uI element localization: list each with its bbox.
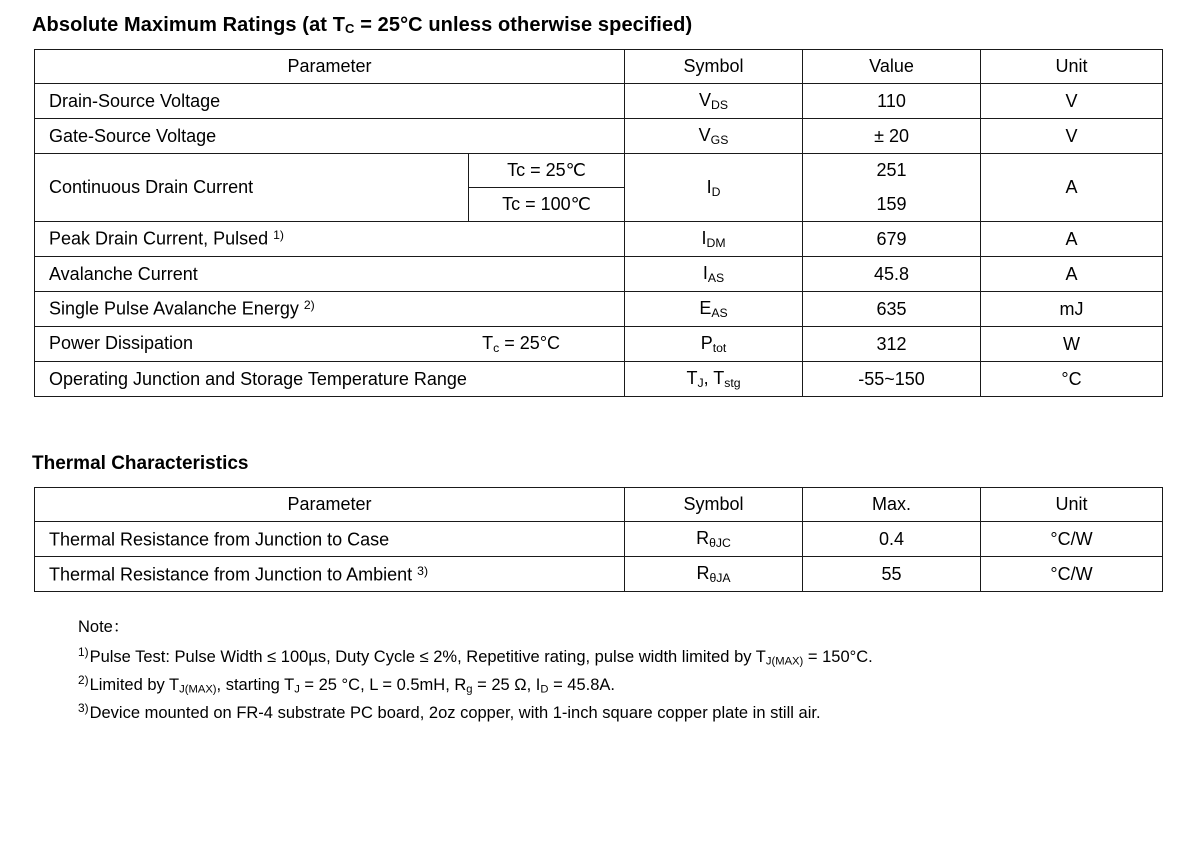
symbol-sub: DS [711,98,729,113]
symbol-sub: AS [711,306,728,321]
cell-unit: mJ [981,292,1163,327]
cell-symbol [625,119,803,154]
parameter-text: Power Dissipation [49,333,194,354]
column-header-parameter: Parameter [35,50,625,84]
symbol-main: I [701,228,707,249]
note-item-1 [78,643,1158,671]
symbol-main-2: , T [703,368,725,389]
page-title-absolute-maximum-ratings [32,14,1158,37]
condition-prefix: T [482,333,494,354]
parameter-text: Peak Drain Current, Pulsed [49,228,274,249]
column-header-unit: Unit [981,50,1163,84]
cell-parameter: Drain-Source Voltage [35,84,625,119]
cell-value: 45.8 [803,257,981,292]
table-row [35,257,1163,292]
cell-parameter [35,222,625,257]
table-row [35,362,1163,397]
cell-unit: A [981,154,1163,222]
cell-value: 159 [803,188,981,222]
notes-block [78,614,1158,726]
table-header-row [35,50,1163,84]
cell-parameter [35,327,625,362]
cell-parameter: Continuous Drain Current [35,154,469,222]
symbol-sub: AS [707,271,725,286]
symbol-main: V [698,125,711,146]
cell-unit: V [981,119,1163,154]
note-text-b: , starting T [216,675,295,694]
column-header-symbol: Symbol [625,488,803,522]
cell-unit: °C [981,362,1163,397]
table-row [35,154,1163,188]
footnote-marker: 2) [303,298,315,313]
condition-suffix: = 25°C [499,333,561,354]
cell-value: ± 20 [803,119,981,154]
cell-value: 679 [803,222,981,257]
page-title-thermal-characteristics: Thermal Characteristics [32,453,249,475]
cell-symbol [625,327,803,362]
table-header-row [35,488,1163,522]
cell-value: 0.4 [803,522,981,557]
note-text-e: = 45.8A. [548,675,616,694]
cell-parameter [35,557,625,592]
cell-parameter: Gate-Source Voltage [35,119,625,154]
thermal-characteristics-table [34,487,1163,592]
cell-value: 110 [803,84,981,119]
column-header-parameter: Parameter [35,488,625,522]
cell-value: 312 [803,327,981,362]
note-sub-c: g [466,683,473,696]
absolute-maximum-ratings-table [34,49,1163,397]
symbol-main: I [706,176,712,197]
cell-symbol [625,292,803,327]
table-row [35,557,1163,592]
cell-condition-tc-100: Tc = 100℃ [469,188,625,222]
cell-symbol [625,154,803,222]
symbol-sub: GS [710,133,729,148]
cell-parameter: Avalanche Current [35,257,625,292]
cell-value: -55~150 [803,362,981,397]
note-sub: J(MAX) [179,683,217,696]
cell-symbol [625,84,803,119]
amr-title-suffix: = 25°C unless otherwise specified) [354,14,693,36]
symbol-main: T [686,368,698,389]
cell-symbol [625,362,803,397]
symbol-sub-2: stg [724,376,741,391]
table-row [35,327,1163,362]
symbol-main: R [696,528,710,549]
cell-condition-tc-25: Tc = 25℃ [469,154,625,188]
cell-symbol [625,557,803,592]
condition-sub: c [493,341,500,356]
column-header-value: Value [803,50,981,84]
cell-symbol [625,522,803,557]
note-sub: J(MAX) [765,655,804,668]
table-row [35,84,1163,119]
table-row [35,119,1163,154]
cell-unit: A [981,257,1163,292]
note-sub-d: D [540,683,549,696]
note-item-2 [78,671,1158,699]
cell-symbol [625,257,803,292]
note-text-b: = 150°C. [803,648,873,667]
note-text: Pulse Test: Pulse Width ≤ 100µs, Duty Cycle ≤ 2%, Repetitive rating, pulse width limited by T [89,648,766,667]
note-sub-b: J [294,683,300,696]
parameter-text: Thermal Resistance from Junction to Ambient [49,564,418,585]
amr-title-sub: C [345,21,355,36]
cell-unit: V [981,84,1163,119]
symbol-main: P [700,333,713,354]
table-row [35,222,1163,257]
note-marker: 2) [78,673,89,688]
note-marker: 3) [78,700,89,715]
column-header-symbol: Symbol [625,50,803,84]
symbol-sub: θJC [709,536,731,551]
cell-value: 635 [803,292,981,327]
amr-title-prefix: Absolute Maximum Ratings (at T [32,14,346,36]
column-header-max: Max. [803,488,981,522]
table-row [35,522,1163,557]
cell-unit: W [981,327,1163,362]
notes-heading: Note： [78,618,130,637]
footnote-marker: 3) [417,563,429,578]
note-text: Limited by T [89,675,180,694]
cell-value: 251 [803,154,981,188]
cell-parameter [35,292,625,327]
note-text-c: = 25 °C, L = 0.5mH, R [299,675,467,694]
table-row [35,292,1163,327]
note-item-3 [78,699,1158,727]
symbol-main: E [699,298,712,319]
symbol-sub: θJA [709,571,731,586]
footnote-marker: 1) [273,228,284,243]
cell-parameter: Operating Junction and Storage Temperature Range [35,362,625,397]
symbol-sub: tot [712,341,727,356]
cell-symbol [625,222,803,257]
cell-unit: °C/W [981,557,1163,592]
symbol-main: I [702,263,708,284]
symbol-main: R [696,563,710,584]
cell-parameter [35,522,625,557]
note-text-d: = 25 Ω, I [472,675,541,694]
symbol-sub: D [711,184,721,199]
section-spacer [20,397,1158,453]
column-header-unit: Unit [981,488,1163,522]
cell-unit: A [981,222,1163,257]
parameter-text: Single Pulse Avalanche Energy [49,298,304,319]
symbol-main: V [699,90,712,110]
cell-value: 55 [803,557,981,592]
symbol-sub: DM [706,236,726,251]
symbol-sub: J [697,376,704,391]
parameter-text: Thermal Resistance from Junction to Case [49,529,390,550]
cell-condition-inline [482,333,560,355]
cell-unit: °C/W [981,522,1163,557]
note-marker: 1) [78,645,89,660]
note-text: Device mounted on FR-4 substrate PC board, 2oz copper, with 1-inch square copper plate in still air. [89,703,821,722]
